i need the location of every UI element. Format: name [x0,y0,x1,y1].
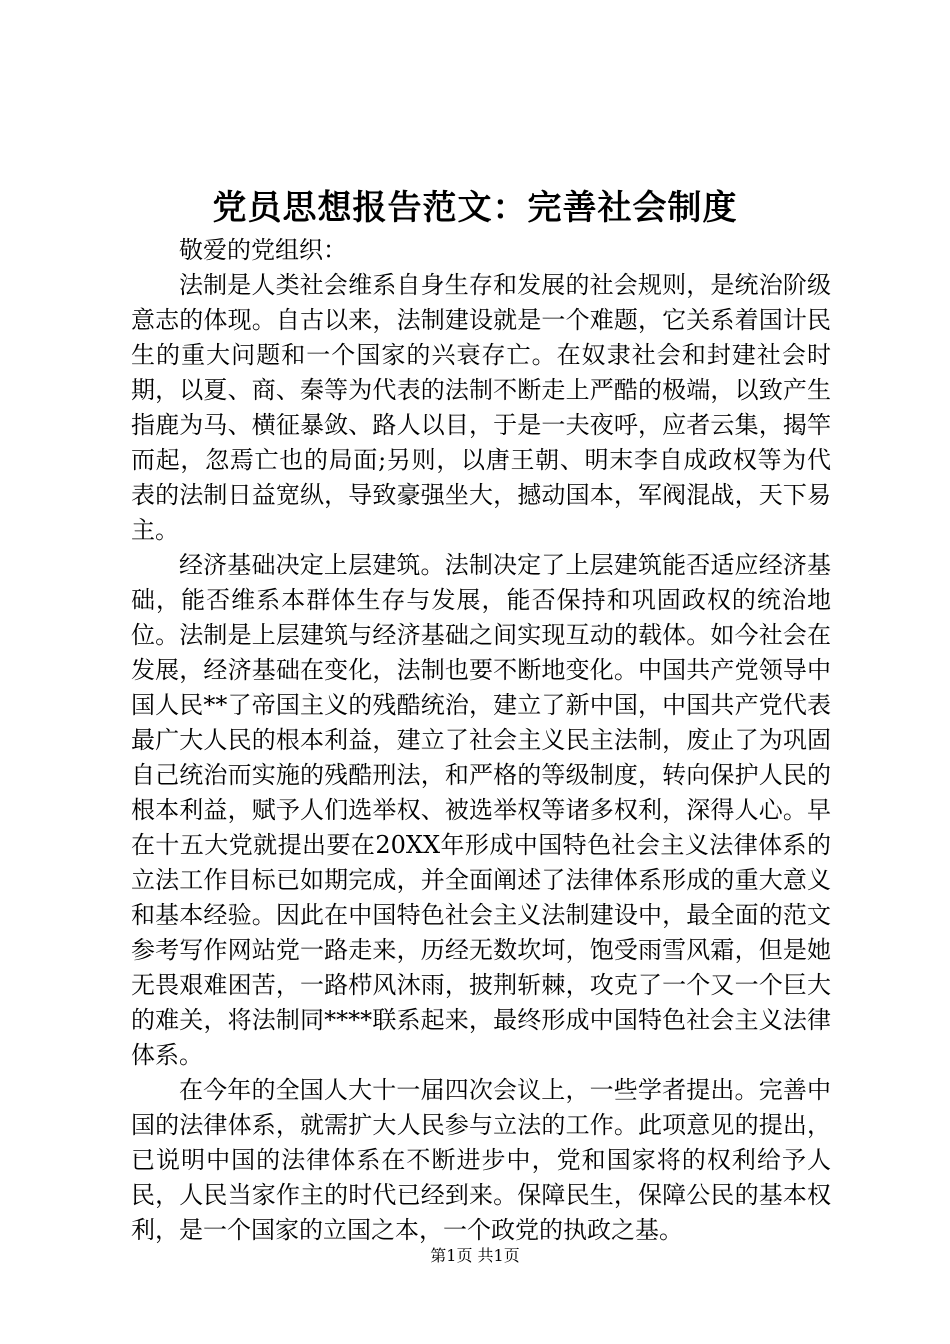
document-title: 党员思想报告范文：完善社会制度 [212,188,738,228]
paragraph-3: 在今年的全国人大十一届四次会议上，一些学者提出。完善中国的法律体系，就需扩大人民参与立法的工作。此项意见的提出，已说明中国的法律体系在不断进步中，党和国家将的权利给予人民，人民当家作主的时代已经到来。保障民生，保障公民的基本权利，是一个国家的立国之本，一个政党的执政之基。 [131,1076,831,1244]
page-footer: 第1页 共1页 [430,1246,520,1265]
salutation: 敬爱的党组织： [179,236,347,264]
paragraph-2: 经济基础决定上层建筑。法制决定了上层建筑能否适应经济基础，能否维系本群体生存与发展，能否保持和巩固政权的统治地位。法制是上层建筑与经济基础之间实现互动的载体。如今社会在发展，经济基础在变化，法制也要不断地变化。中国共产党领导中国人民**了帝国主义的残酷统治，建立了新中国，中国共产党代表最广大人民的根本利益，建立了社会主义民主法制，废止了为巩固自己统治而实施的残酷刑法，和严格的等级制度，转向保护人民的根本利益，赋予人们选举权、被选举权等诸多权利，深得人心。早在十五大党就提出要在20XX年形成中国特色社会主义法律体系的立法工作目标已如期完成，并全面阐述了法律体系形成的重大意义和基本经验。因此在中国特色社会主义法制建设中，最全面的范文参考写作网站党一路走来，历经无数坎坷，饱受雨雪风霜，但是她无畏艰难困苦，一路栉风沐雨，披荆斩棘，攻克了一个又一个巨大的难关，将法制同****联系起来，最终形成中国特色社会主义法律体系。 [131,551,831,1069]
document-body [131,233,831,1248]
paragraph-1: 法制是人类社会维系自身生存和发展的社会规则，是统治阶级意志的体现。自古以来，法制建设就是一个难题，它关系着国计民生的重大问题和一个国家的兴衰存亡。在奴隶社会和封建社会时期，以夏、商、秦等为代表的法制不断走上严酷的极端，以致产生指鹿为马、横征暴敛、路人以目，于是一夫夜呼，应者云集，揭竿而起，忽焉亡也的局面;另则，以唐王朝、明末李自成政权等为代表的法制日益宽纵，导致豪强坐大，撼动国本，军阀混战，天下易主。 [131,271,831,544]
